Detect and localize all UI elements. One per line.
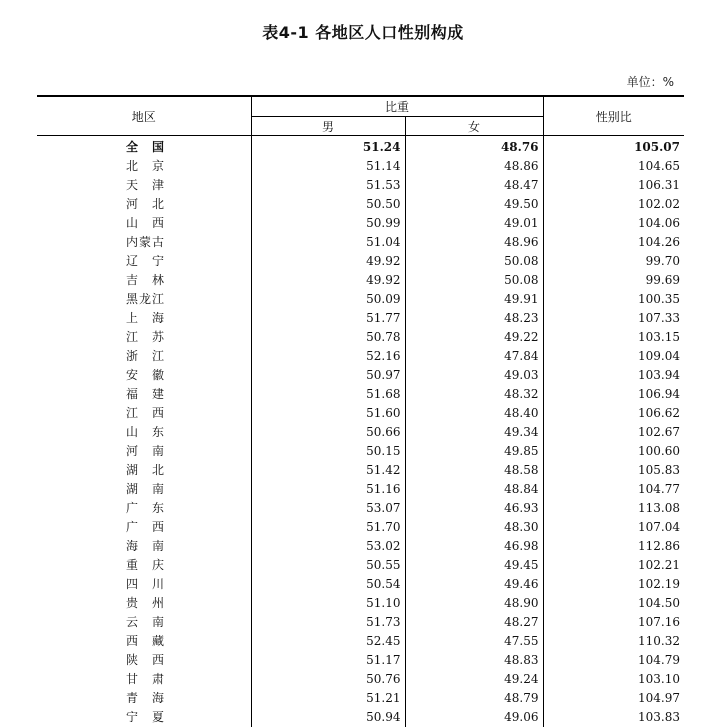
table-header [37, 96, 684, 136]
female-cell: 47.55 [405, 632, 543, 651]
female-cell: 48.83 [405, 651, 543, 670]
male-cell: 51.42 [251, 461, 405, 480]
region-name: 青 海 [126, 689, 164, 708]
male-cell: 51.77 [251, 309, 405, 328]
sex-ratio-cell: 105.07 [543, 136, 684, 158]
region-cell [37, 157, 251, 176]
region-cell [37, 537, 251, 556]
sex-ratio-cell: 113.08 [543, 499, 684, 518]
male-cell: 52.16 [251, 347, 405, 366]
region-cell [37, 347, 251, 366]
female-cell: 49.85 [405, 442, 543, 461]
female-cell: 48.40 [405, 404, 543, 423]
male-cell: 51.24 [251, 136, 405, 158]
female-cell: 49.50 [405, 195, 543, 214]
sex-ratio-cell: 112.86 [543, 537, 684, 556]
table-row [37, 214, 684, 233]
female-cell: 48.27 [405, 613, 543, 632]
male-cell: 51.60 [251, 404, 405, 423]
table-title: 表4-1 各地区人口性别构成 [0, 20, 726, 43]
sex-ratio-cell: 107.04 [543, 518, 684, 537]
sex-ratio-cell: 100.60 [543, 442, 684, 461]
table-row [37, 689, 684, 708]
region-name: 上 海 [126, 309, 164, 328]
table-row [37, 233, 684, 252]
table-row [37, 632, 684, 651]
region-cell [37, 366, 251, 385]
female-cell: 49.34 [405, 423, 543, 442]
header-male: 男 [251, 117, 405, 136]
region-cell [37, 271, 251, 290]
female-cell: 49.24 [405, 670, 543, 689]
female-cell: 49.45 [405, 556, 543, 575]
region-cell [37, 309, 251, 328]
region-name: 黑龙江 [126, 290, 164, 309]
female-cell: 46.98 [405, 537, 543, 556]
sex-ratio-cell: 100.35 [543, 290, 684, 309]
female-cell: 48.86 [405, 157, 543, 176]
region-name: 四 川 [126, 575, 164, 594]
male-cell: 51.04 [251, 233, 405, 252]
region-name: 甘 肃 [126, 670, 164, 689]
region-cell [37, 594, 251, 613]
sex-ratio-cell: 106.94 [543, 385, 684, 404]
region-cell [37, 214, 251, 233]
table-row [37, 575, 684, 594]
male-cell: 50.55 [251, 556, 405, 575]
table-row [37, 157, 684, 176]
unit-label: 单位：% [627, 73, 674, 90]
table-row [37, 594, 684, 613]
region-cell [37, 328, 251, 347]
region-name: 广 西 [126, 518, 164, 537]
female-cell: 49.01 [405, 214, 543, 233]
sex-ratio-cell: 104.77 [543, 480, 684, 499]
table-row [37, 651, 684, 670]
region-name: 海 南 [126, 537, 164, 556]
header-region: 地区 [37, 96, 251, 136]
region-cell [37, 404, 251, 423]
table-row [37, 347, 684, 366]
region-name: 全 国 [126, 138, 164, 157]
region-name: 广 东 [126, 499, 164, 518]
region-name: 山 西 [126, 214, 164, 233]
region-cell [37, 651, 251, 670]
male-cell: 50.78 [251, 328, 405, 347]
region-cell [37, 689, 251, 708]
male-cell: 51.73 [251, 613, 405, 632]
region-cell [37, 290, 251, 309]
table-row [37, 670, 684, 689]
region-cell [37, 252, 251, 271]
male-cell: 51.53 [251, 176, 405, 195]
sex-ratio-cell: 103.15 [543, 328, 684, 347]
sex-ratio-cell: 102.19 [543, 575, 684, 594]
table-row [37, 290, 684, 309]
region-name: 云 南 [126, 613, 164, 632]
region-name: 陕 西 [126, 651, 164, 670]
sex-ratio-cell: 102.67 [543, 423, 684, 442]
sex-ratio-cell: 102.21 [543, 556, 684, 575]
male-cell: 51.10 [251, 594, 405, 613]
region-cell [37, 632, 251, 651]
sex-ratio-cell: 103.94 [543, 366, 684, 385]
male-cell: 51.17 [251, 651, 405, 670]
header-female: 女 [405, 117, 543, 136]
sex-ratio-cell: 104.65 [543, 157, 684, 176]
region-name: 天 津 [126, 176, 164, 195]
sex-ratio-cell: 102.02 [543, 195, 684, 214]
male-cell: 50.66 [251, 423, 405, 442]
sex-ratio-cell: 104.50 [543, 594, 684, 613]
region-cell [37, 423, 251, 442]
region-cell [37, 708, 251, 727]
female-cell: 47.84 [405, 347, 543, 366]
table-row [37, 613, 684, 632]
sex-ratio-cell: 107.16 [543, 613, 684, 632]
region-cell [37, 613, 251, 632]
male-cell: 49.92 [251, 252, 405, 271]
female-cell: 48.84 [405, 480, 543, 499]
region-cell [37, 670, 251, 689]
sex-ratio-cell: 103.83 [543, 708, 684, 727]
female-cell: 48.32 [405, 385, 543, 404]
sex-ratio-cell: 109.04 [543, 347, 684, 366]
table-row [37, 518, 684, 537]
region-name: 山 东 [126, 423, 164, 442]
table-row [37, 271, 684, 290]
header-proportion: 比重 [251, 96, 543, 117]
female-cell: 48.76 [405, 136, 543, 158]
table-row [37, 423, 684, 442]
female-cell: 48.47 [405, 176, 543, 195]
region-name: 重 庆 [126, 556, 164, 575]
male-cell: 51.70 [251, 518, 405, 537]
region-name: 辽 宁 [126, 252, 164, 271]
region-name: 浙 江 [126, 347, 164, 366]
table-row [37, 176, 684, 195]
male-cell: 51.16 [251, 480, 405, 499]
male-cell: 53.02 [251, 537, 405, 556]
sex-ratio-cell: 106.62 [543, 404, 684, 423]
region-name: 吉 林 [126, 271, 164, 290]
male-cell: 50.94 [251, 708, 405, 727]
sex-ratio-cell: 105.83 [543, 461, 684, 480]
region-cell [37, 176, 251, 195]
table-row [37, 708, 684, 727]
female-cell: 49.03 [405, 366, 543, 385]
region-cell [37, 385, 251, 404]
female-cell: 48.58 [405, 461, 543, 480]
table-row [37, 480, 684, 499]
region-name: 北 京 [126, 157, 164, 176]
region-name: 湖 北 [126, 461, 164, 480]
region-cell [37, 556, 251, 575]
male-cell: 51.21 [251, 689, 405, 708]
male-cell: 50.15 [251, 442, 405, 461]
region-cell [37, 233, 251, 252]
male-cell: 50.50 [251, 195, 405, 214]
female-cell: 49.91 [405, 290, 543, 309]
region-name: 江 苏 [126, 328, 164, 347]
female-cell: 48.90 [405, 594, 543, 613]
region-cell [37, 442, 251, 461]
male-cell: 50.99 [251, 214, 405, 233]
table-row [37, 499, 684, 518]
female-cell: 46.93 [405, 499, 543, 518]
table-row [37, 404, 684, 423]
sex-ratio-cell: 104.26 [543, 233, 684, 252]
sex-ratio-cell: 99.69 [543, 271, 684, 290]
table-row [37, 385, 684, 404]
region-cell [37, 480, 251, 499]
sex-ratio-cell: 106.31 [543, 176, 684, 195]
region-name: 西 藏 [126, 632, 164, 651]
female-cell: 48.23 [405, 309, 543, 328]
table-row [37, 328, 684, 347]
female-cell: 49.46 [405, 575, 543, 594]
female-cell: 49.06 [405, 708, 543, 727]
table-row [37, 442, 684, 461]
region-name: 宁 夏 [126, 708, 164, 727]
female-cell: 50.08 [405, 271, 543, 290]
sex-ratio-cell: 110.32 [543, 632, 684, 651]
table-row-total [37, 136, 684, 158]
table-row [37, 461, 684, 480]
sex-ratio-cell: 104.06 [543, 214, 684, 233]
male-cell: 53.07 [251, 499, 405, 518]
region-name: 内蒙古 [126, 233, 164, 252]
region-name: 江 西 [126, 404, 164, 423]
region-name: 安 徽 [126, 366, 164, 385]
region-name: 河 南 [126, 442, 164, 461]
table-row [37, 252, 684, 271]
male-cell: 50.97 [251, 366, 405, 385]
sex-ratio-cell: 104.79 [543, 651, 684, 670]
region-name: 贵 州 [126, 594, 164, 613]
region-name: 福 建 [126, 385, 164, 404]
female-cell: 48.96 [405, 233, 543, 252]
region-cell [37, 136, 251, 158]
female-cell: 50.08 [405, 252, 543, 271]
sex-ratio-cell: 99.70 [543, 252, 684, 271]
female-cell: 48.79 [405, 689, 543, 708]
table-row [37, 366, 684, 385]
region-cell [37, 461, 251, 480]
female-cell: 49.22 [405, 328, 543, 347]
region-cell [37, 518, 251, 537]
male-cell: 51.14 [251, 157, 405, 176]
table-body [37, 136, 684, 727]
male-cell: 50.76 [251, 670, 405, 689]
female-cell: 48.30 [405, 518, 543, 537]
sex-ratio-cell: 103.10 [543, 670, 684, 689]
region-cell [37, 499, 251, 518]
region-name: 湖 南 [126, 480, 164, 499]
male-cell: 50.54 [251, 575, 405, 594]
header-sex-ratio: 性别比 [543, 96, 684, 136]
region-name: 河 北 [126, 195, 164, 214]
table-row [37, 537, 684, 556]
table-row [37, 556, 684, 575]
male-cell: 49.92 [251, 271, 405, 290]
sex-ratio-cell: 104.97 [543, 689, 684, 708]
region-cell [37, 575, 251, 594]
male-cell: 51.68 [251, 385, 405, 404]
sex-ratio-cell: 107.33 [543, 309, 684, 328]
male-cell: 50.09 [251, 290, 405, 309]
sex-composition-table [37, 95, 684, 727]
table-row [37, 195, 684, 214]
region-cell [37, 195, 251, 214]
table-row [37, 309, 684, 328]
male-cell: 52.45 [251, 632, 405, 651]
